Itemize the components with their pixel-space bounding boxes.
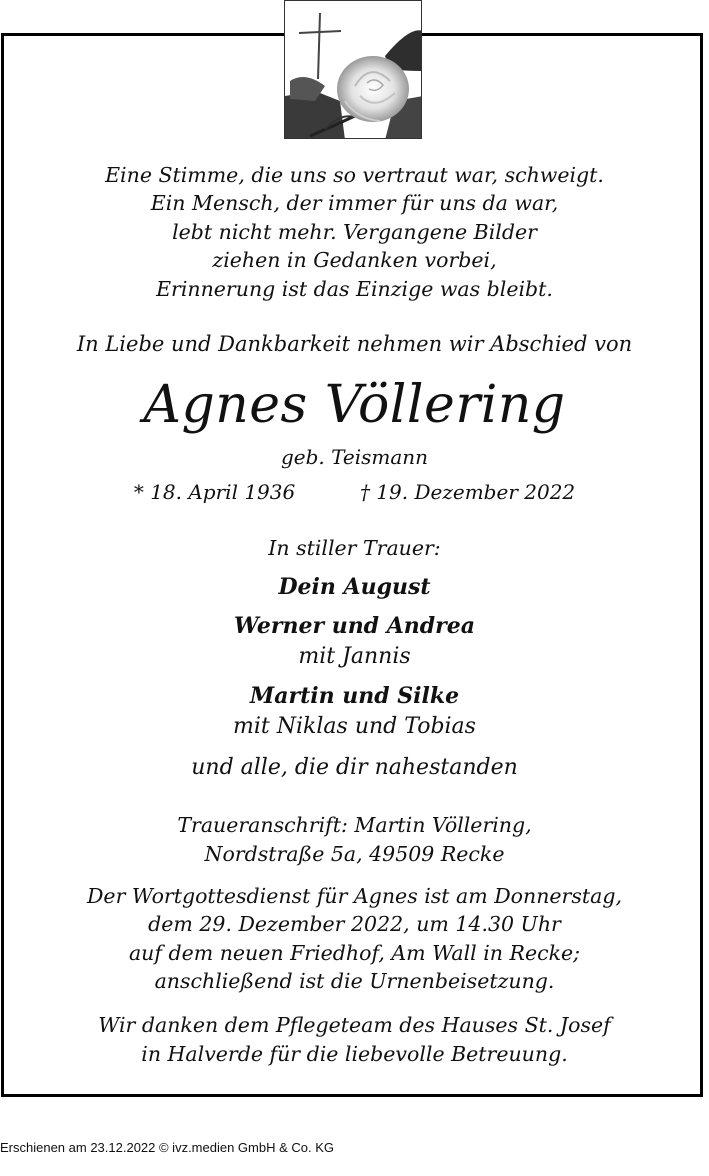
poem-line: Ein Mensch, der immer für uns da war, (150, 191, 559, 215)
mourning-heading: In stiller Trauer: (268, 536, 441, 560)
mourner-family: Werner und Andrea (233, 613, 476, 639)
service-line: anschließend ist die Urnenbeisetzung. (154, 969, 555, 993)
cross-icon (299, 13, 341, 79)
thanks-line: in Halverde für die liebevolle Betreuung. (141, 1042, 568, 1066)
poem-line: Eine Stimme, die uns so vertraut war, schweigt. (105, 163, 604, 187)
memorial-image (284, 0, 422, 139)
rose-icon (337, 56, 409, 122)
life-dates (0, 480, 709, 504)
address-line: Traueranschrift: Martin Völlering, (177, 813, 532, 837)
poem-line: ziehen in Gedanken vorbei, (212, 248, 497, 272)
death-date: † 19. Dezember 2022 (359, 480, 576, 504)
poem-line: Erinnerung ist das Einzige was bleibt. (156, 277, 553, 301)
mourner-family-children: mit Niklas und Tobias (233, 714, 476, 739)
service-line: dem 29. Dezember 2022, um 14.30 Uhr (148, 912, 561, 936)
poem-line: lebt nicht mehr. Vergangene Bilder (172, 220, 537, 244)
mourner-family: Martin und Silke (249, 683, 460, 709)
farewell-intro: In Liebe und Dankbarkeit nehmen wir Abschied von (76, 332, 633, 356)
deceased-name: Agnes Völlering (143, 375, 566, 435)
mourner-husband: Dein August (278, 574, 431, 600)
thanks-line: Wir danken dem Pflegeteam des Hauses St. Josef (98, 1013, 611, 1037)
service-line: auf dem neuen Friedhof, Am Wall in Recke; (128, 941, 581, 965)
birth-date: * 18. April 1936 (133, 480, 296, 504)
maiden-name: geb. Teismann (280, 445, 429, 469)
address-line: Nordstraße 5a, 49509 Recke (204, 842, 505, 866)
publication-footer: Erschienen am 23.12.2022 © ivz.medien GmbH & Co. KG (0, 1140, 335, 1155)
mourner-others: und alle, die dir nahestanden (191, 755, 518, 780)
mourner-family-children: mit Jannis (298, 644, 411, 669)
service-line: Der Wortgottesdienst für Agnes ist am Donnerstag, (87, 884, 622, 908)
memorial-image-graphic (285, 1, 422, 139)
